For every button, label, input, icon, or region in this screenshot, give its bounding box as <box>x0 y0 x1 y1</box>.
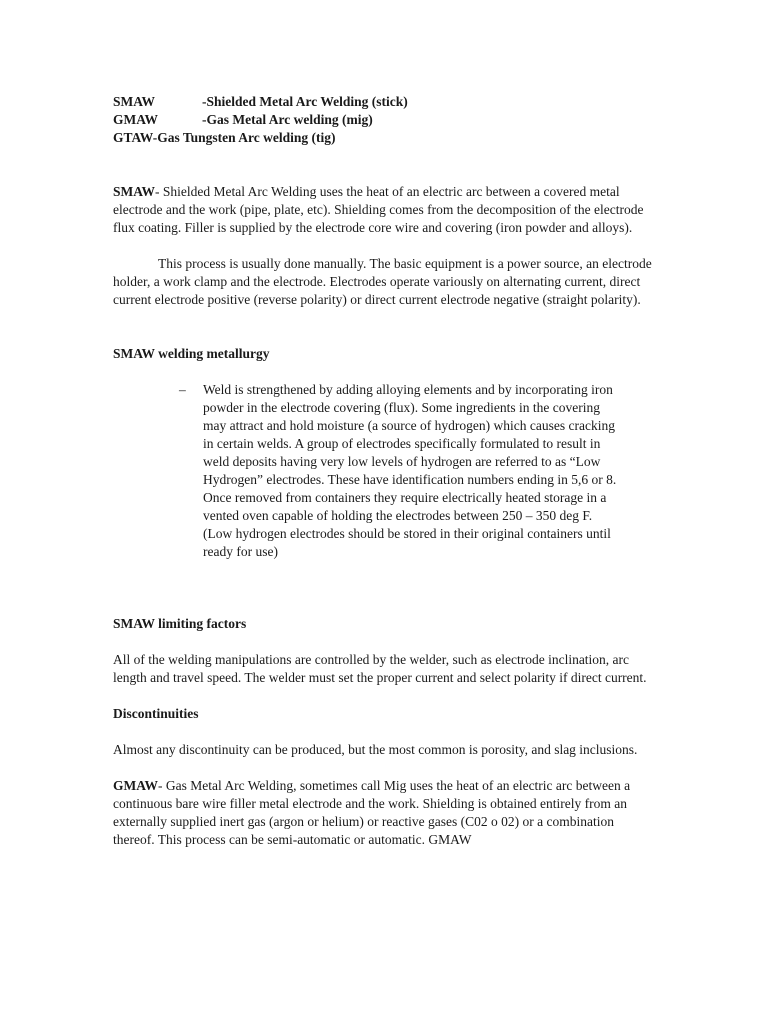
metallurgy-bullet <box>179 381 653 561</box>
header-desc: -Gas Metal Arc welding (mig) <box>202 112 373 127</box>
dash-bullet-icon: – <box>179 382 186 397</box>
metallurgy-bullet-text: Weld is strengthened by adding alloying elements and by incorporating iron powder in the electrode covering (flux). Some ingredients in the covering may attract and hold moisture (a source of hydrogen) which causes cracking in certain welds. A group of electrodes specifically formulated to result in weld deposits having very low levels of hydrogen are referred to as “Low Hydrogen” electrodes. These have identification numbers ending in 5,6 or 8. Once removed from containers they require electrically heated storage in a vented oven capable of holding the electrodes between 250 – 350 deg F. (Low hydrogen electrodes should be stored in their original containers until ready for use) <box>203 382 617 559</box>
header-gtaw: GTAW-Gas Tungsten Arc welding (tig) <box>113 130 336 145</box>
smaw-label: SMAW <box>113 184 156 199</box>
limiting-heading: SMAW limiting factors <box>113 616 247 631</box>
header-row-smaw <box>113 93 653 111</box>
gmaw-label: GMAW <box>113 778 158 793</box>
gmaw-text: - Gas Metal Arc Welding, sometimes call Mig uses the heat of an electric arc between a continuous bare wire filler metal electrode and the work. Shielding is obtained entirely from an externally supplied inert gas (argon or helium) or reactive gases (C02 o 02) or a combination thereof. This process can be semi-automatic or automatic. GMAW <box>113 778 631 847</box>
document-page <box>113 93 653 849</box>
metallurgy-heading: SMAW welding metallurgy <box>113 346 270 361</box>
gmaw-paragraph <box>113 777 653 849</box>
header-row-gmaw <box>113 111 653 129</box>
discontinuities-heading: Discontinuities <box>113 706 199 721</box>
smaw-intro-text: - Shielded Metal Arc Welding uses the heat of an electric arc between a covered metal electrode and the work (pipe, plate, etc). Shielding comes from the decomposition of the electrode flux coating. Filler is supplied by the electrode core wire and covering (iron powder and alloys). <box>113 184 644 235</box>
discontinuities-paragraph: Almost any discontinuity can be produced, but the most common is porosity, and slag inclusions. <box>113 742 638 757</box>
limiting-paragraph: All of the welding manipulations are controlled by the welder, such as electrode inclination, arc length and travel speed. The welder must set the proper current and select polarity if direct current. <box>113 652 647 685</box>
header-row-gtaw <box>113 129 653 147</box>
header-abbr: SMAW <box>113 94 156 109</box>
header-abbr: GMAW <box>113 112 158 127</box>
header-desc: -Shielded Metal Arc Welding (stick) <box>202 94 408 109</box>
smaw-intro-paragraph <box>113 183 653 237</box>
smaw-equipment-paragraph: This process is usually done manually. The basic equipment is a power source, an electrode holder, a work clamp and the electrode. Electrodes operate variously on alternating current, direct current electrode positive (reverse polarity) or direct current electrode negative (straight polarity). <box>113 256 652 307</box>
